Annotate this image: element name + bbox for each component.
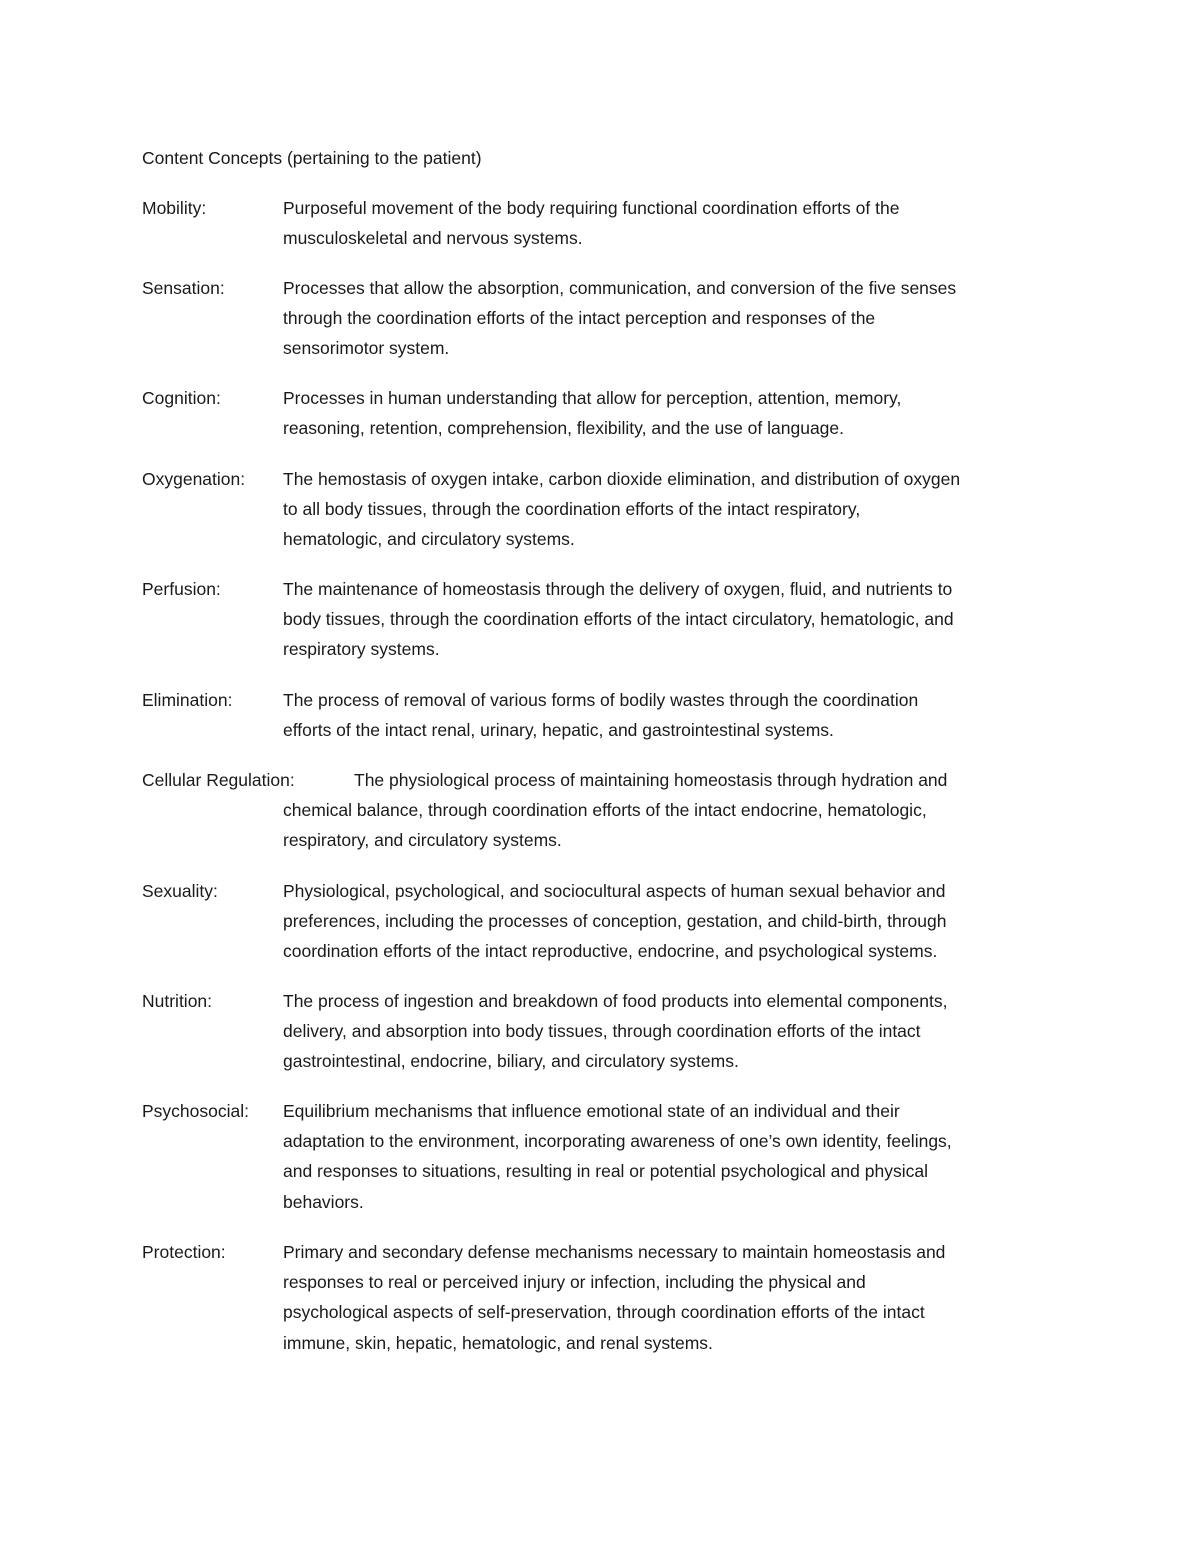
definition-line: sensorimotor system. [283, 338, 450, 359]
definition-line: responses to real or perceived injury or infection, including the physical and [283, 1272, 866, 1293]
definition-line: Physiological, psychological, and sociocultural aspects of human sexual behavior and [283, 881, 946, 901]
concept-definition [283, 1237, 1073, 1358]
definition-line: delivery, and absorption into body tissues, through coordination efforts of the intact [283, 1021, 921, 1042]
definition-line: efforts of the intact renal, urinary, hepatic, and gastrointestinal systems. [283, 720, 834, 741]
concept-term: Psychosocial: [142, 1101, 249, 1121]
concept-definition [283, 193, 1073, 253]
concept-term: Sexuality: [142, 881, 218, 901]
definition-line: The maintenance of homeostasis through the delivery of oxygen, fluid, and nutrients to [283, 579, 953, 599]
definition-line: behaviors. [283, 1191, 364, 1212]
concept-term: Protection: [142, 1242, 226, 1262]
concept-definition [283, 765, 1073, 856]
definition-line: chemical balance, through coordination efforts of the intact endocrine, hematologic, [283, 800, 927, 821]
concept-term: Cognition: [142, 388, 221, 408]
definition-line: coordination efforts of the intact reproductive, endocrine, and psychological systems. [283, 941, 938, 962]
definition-line: respiratory, and circulatory systems. [283, 830, 562, 851]
definition-line: immune, skin, hepatic, hematologic, and renal systems. [283, 1332, 713, 1353]
definition-line: reasoning, retention, comprehension, flexibility, and the use of language. [283, 418, 845, 439]
definition-line: The physiological process of maintaining homeostasis through hydration and [354, 770, 948, 790]
definition-line: The hemostasis of oxygen intake, carbon dioxide elimination, and distribution of oxygen [283, 469, 961, 489]
definition-line: Equilibrium mechanisms that influence emotional state of an individual and their [283, 1101, 900, 1121]
definition-line: Purposeful movement of the body requiring functional coordination efforts of the [283, 198, 900, 218]
concept-definition [283, 876, 1073, 967]
concept-definition [283, 464, 1073, 555]
concept-term: Cellular Regulation: [142, 770, 295, 790]
concept-definition [283, 273, 1073, 364]
definition-line: Primary and secondary defense mechanisms necessary to maintain homeostasis and [283, 1242, 946, 1262]
definition-line: and responses to situations, resulting in real or potential psychological and physical [283, 1161, 928, 1182]
definition-line: psychological aspects of self-preservation, through coordination efforts of the intact [283, 1302, 925, 1323]
definition-line: hematologic, and circulatory systems. [283, 529, 575, 550]
concept-term: Perfusion: [142, 579, 221, 599]
definition-line: to all body tissues, through the coordination efforts of the intact respiratory, [283, 499, 861, 520]
definition-line: The process of ingestion and breakdown of food products into elemental components, [283, 991, 948, 1011]
document-title: Content Concepts (pertaining to the patient) [142, 148, 482, 168]
definition-line: body tissues, through the coordination efforts of the intact circulatory, hematologic, and [283, 609, 954, 630]
concept-term: Sensation: [142, 278, 225, 298]
definition-line: preferences, including the processes of conception, gestation, and child-birth, through [283, 911, 947, 932]
concept-definition [283, 685, 1073, 745]
concept-term: Mobility: [142, 198, 207, 218]
concept-definition [283, 574, 1073, 665]
definition-line: Processes in human understanding that allow for perception, attention, memory, [283, 388, 902, 408]
concept-definition [283, 1096, 1073, 1217]
concept-term: Oxygenation: [142, 469, 246, 489]
definition-line: through the coordination efforts of the intact perception and responses of the [283, 308, 876, 329]
definition-line: respiratory systems. [283, 639, 440, 660]
concept-definition [283, 383, 1073, 443]
definition-line: adaptation to the environment, incorporating awareness of one’s own identity, feelings, [283, 1131, 952, 1152]
definition-line: musculoskeletal and nervous systems. [283, 228, 583, 249]
concept-definition [283, 986, 1073, 1077]
definition-line: The process of removal of various forms of bodily wastes through the coordination [283, 690, 919, 710]
definition-line: Processes that allow the absorption, communication, and conversion of the five senses [283, 278, 957, 298]
concept-term: Elimination: [142, 690, 233, 710]
definition-line: gastrointestinal, endocrine, biliary, and circulatory systems. [283, 1051, 739, 1072]
concept-term: Nutrition: [142, 991, 213, 1011]
